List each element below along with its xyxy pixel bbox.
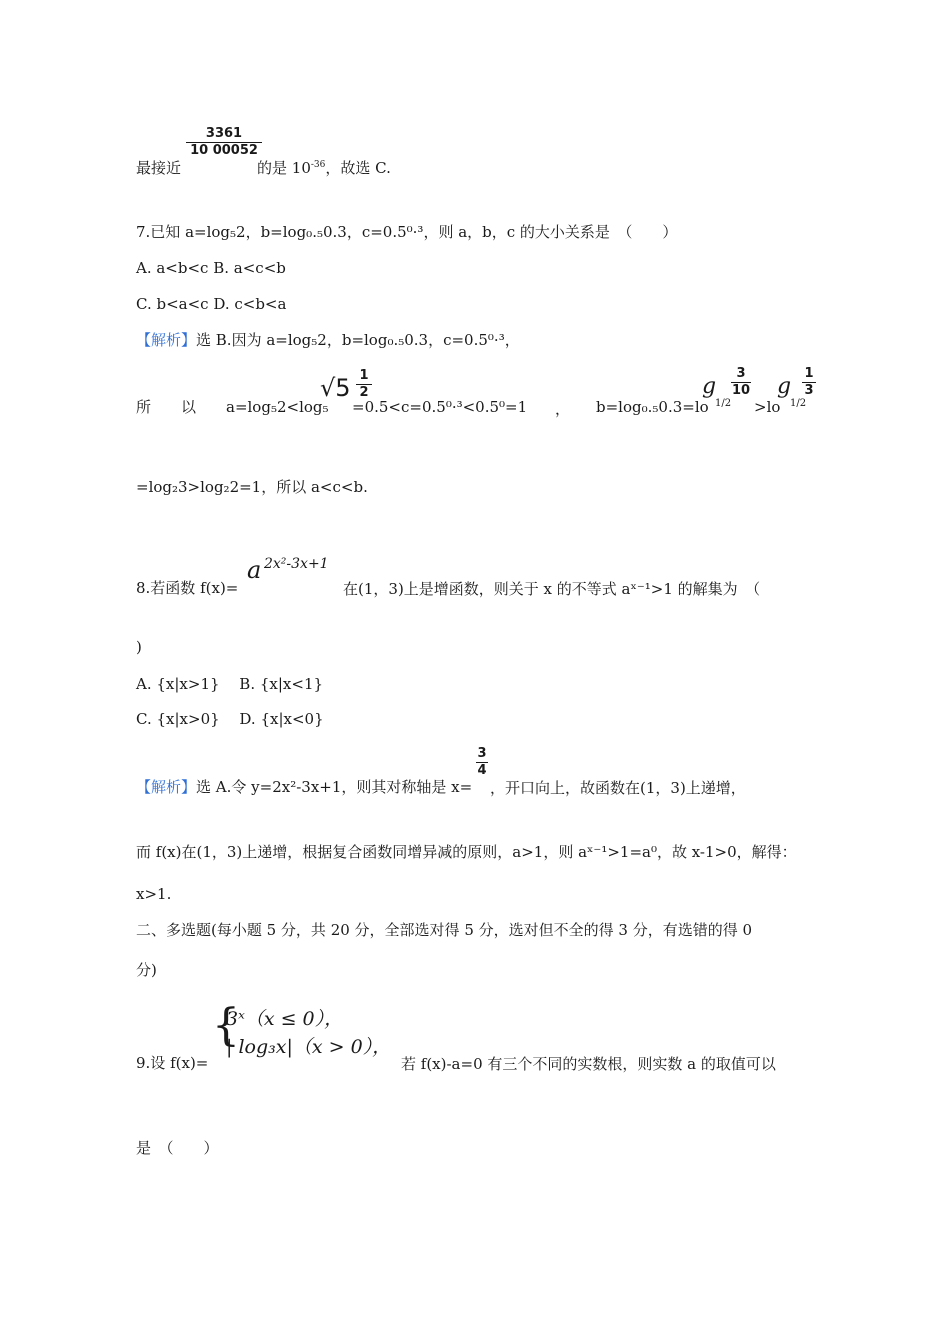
piecewise-brace: { <box>212 1000 240 1051</box>
q8-options-cd: C. {x|x>0} D. {x|x<0} <box>136 710 324 728</box>
q7-options-ab: A. a<b<c B. a<c<b <box>136 259 286 277</box>
fraction-denominator: 3 <box>804 383 814 398</box>
q7-options-cd: C. b<a<c D. c<b<a <box>136 295 287 313</box>
piecewise-case-1: 3ˣ（x ≤ 0）， <box>226 1008 344 1030</box>
fraction-denominator: 4 <box>477 763 487 778</box>
fraction-numerator: 3361 <box>205 126 243 141</box>
q7-analysis-1 <box>136 330 520 350</box>
p6-exponent: -36 <box>310 160 326 170</box>
p6-suffix-a: 的是 10 <box>257 159 311 177</box>
fraction-numerator: 3 <box>477 746 487 761</box>
log-g-2: g <box>777 374 792 399</box>
fraction-1-3 <box>802 366 816 399</box>
q8-analysis-2: 而 f(x)在(1，3)上递增，根据复合函数同增异减的原则，a>1，则 aˣ⁻¹>1=a⁰，故 x-1>0，解得： <box>136 843 797 861</box>
q9-stem-b: 若 f(x)-a=0 有三个不同的实数根，则实数 a 的取值可以 <box>401 1055 776 1073</box>
exp-base-a: a <box>247 556 262 584</box>
q7-analysis-2d: b=log₀.₅0.3=lo <box>596 398 709 416</box>
q8-stem-a: 8.若函数 f(x)= <box>136 579 239 597</box>
fraction-numerator: 3 <box>736 366 746 381</box>
q8-stem-b: 在(1，3)上是增函数，则关于 x 的不等式 aˣ⁻¹>1 的解集为 （ <box>343 580 761 598</box>
fraction-numerator: 1 <box>359 368 369 383</box>
q9-stem-c: 是 （ ） <box>136 1139 219 1157</box>
log-g-1: g <box>702 374 717 399</box>
q9-stem-a: 9.设 f(x)= <box>136 1054 209 1072</box>
fraction-3-10 <box>731 366 751 399</box>
fraction-numerator: 1 <box>804 366 814 381</box>
section2-title-2: 分) <box>136 961 157 979</box>
q7-analysis-2c: ， <box>555 400 571 418</box>
p6-prefix: 最接近 <box>136 159 182 177</box>
analysis-tag: 【解析】 <box>136 331 197 349</box>
log-base-half-1: 1/2 <box>715 398 732 409</box>
analysis-tag: 【解析】 <box>136 778 197 796</box>
sqrt-5: √5 <box>320 374 351 402</box>
q7-analysis-text: 选 B.因为 a=log₅2，b=log₀.₅0.3，c=0.5⁰·³， <box>196 331 520 349</box>
section2-title-1: 二、多选题(每小题 5 分，共 20 分，全部选对得 5 分，选对但不全的得 3 分，有选错的得 0 <box>136 921 753 939</box>
p6-conclusion <box>136 158 391 178</box>
fraction-denominator: 10 00052 <box>190 143 258 158</box>
q8-analysis-1b: ，开口向上，故函数在(1，3)上递增， <box>490 779 746 797</box>
fraction-denominator: 2 <box>359 385 369 400</box>
q8-options-ab: A. {x|x>1} B. {x|x<1} <box>136 675 324 693</box>
fraction-3-361 <box>186 126 262 159</box>
q7-analysis-2e: >lo <box>754 398 781 416</box>
fraction-3-4 <box>476 746 488 779</box>
piecewise-case-2: | log₃x|（x > 0）， <box>226 1036 392 1058</box>
q8-stem-c: ) <box>136 638 142 656</box>
q7-analysis-2a: 所 以 a=log₅2<log₅ <box>136 398 329 416</box>
q7-analysis-3: =log₂3>log₂2=1，所以 a<c<b. <box>136 478 368 496</box>
q8-analysis-1a: 选 A.令 y=2x²-3x+1，则其对称轴是 x= <box>196 778 473 796</box>
p6-suffix-b: ，故选 C. <box>325 159 391 177</box>
q8-analysis-3: x>1. <box>136 885 172 903</box>
log-base-half-2: 1/2 <box>790 398 807 409</box>
q8-analysis-1 <box>136 777 472 797</box>
fraction-denominator: 10 <box>731 383 751 398</box>
exp-power: 2x²-3x+1 <box>264 556 329 572</box>
q7-analysis-2b: =0.5<c=0.5⁰·³<0.5⁰=1 <box>352 398 528 416</box>
fraction-one-half <box>356 368 372 401</box>
q7-stem: 7.已知 a=log₅2，b=log₀.₅0.3，c=0.5⁰·³，则 a，b，c 的大小关系是 （ ） <box>136 223 678 241</box>
